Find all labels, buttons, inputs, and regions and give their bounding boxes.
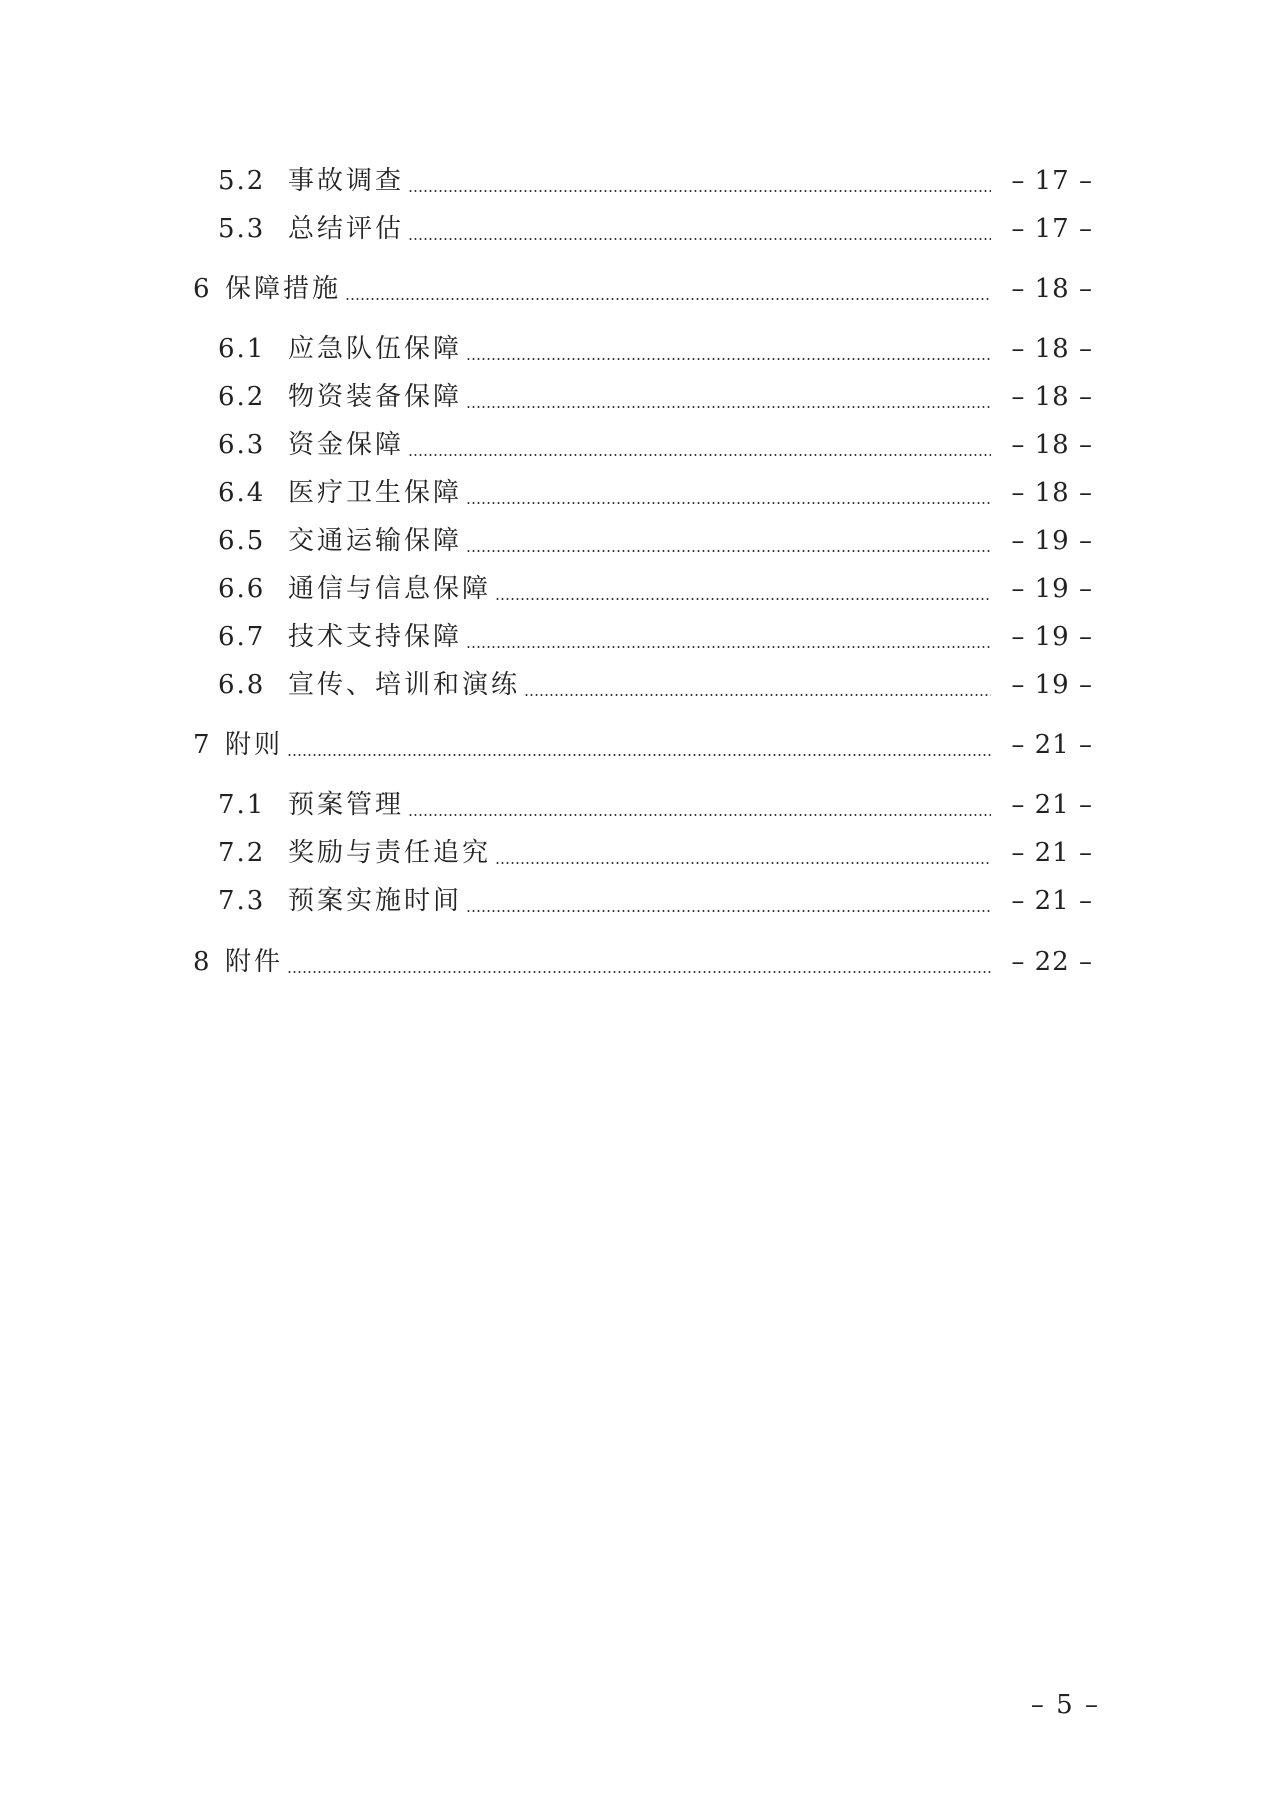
toc-entry-6-8[interactable] [218,665,1093,705]
toc-dot-leader [495,598,991,600]
toc-entry-number: 6.6 [218,574,266,604]
toc-entry-7-1[interactable] [218,785,1093,825]
toc-entry-title: 医疗卫生保障 [288,478,463,508]
toc-entry-title: 物资装备保障 [288,382,463,412]
toc-entry-title: 应急队伍保障 [288,334,463,364]
toc-entry-number: 6.8 [218,670,266,700]
toc-entry-8[interactable] [193,942,1093,982]
toc-dot-leader [466,406,991,408]
toc-entry-6-1[interactable] [218,329,1093,369]
toc-dot-leader [408,814,991,816]
toc-entry-7-2[interactable] [218,833,1093,873]
toc-dot-leader [345,298,991,300]
toc-entry-page: – 21 – [1011,838,1093,868]
toc-entry-number: 7.2 [218,838,266,868]
toc-entry-number: 6 [193,274,212,304]
toc-entry-page: – 19 – [1011,526,1093,556]
toc-dot-leader [524,694,991,696]
toc-entry-number: 6.5 [218,526,266,556]
toc-entry-title: 通信与信息保障 [288,574,492,604]
toc-entry-number: 6.3 [218,430,266,460]
toc-entry-title: 奖励与责任追究 [288,838,492,868]
toc-entry-6-7[interactable] [218,617,1093,657]
toc-entry-7[interactable] [193,725,1093,765]
toc-entry-number: 6.2 [218,382,266,412]
toc-dot-leader [287,971,991,973]
toc-entry-6-5[interactable] [218,521,1093,561]
toc-entry-number: 8 [193,947,212,977]
toc-entry-page: – 18 – [1011,334,1093,364]
toc-entry-page: – 18 – [1011,382,1093,412]
toc-entry-page: – 19 – [1011,574,1093,604]
toc-entry-7-3[interactable] [218,881,1093,921]
toc-dot-leader [466,358,991,360]
toc-entry-title: 事故调查 [288,166,405,196]
toc-entry-title: 总结评估 [288,214,405,244]
toc-entry-number: 5.2 [218,166,266,196]
toc-entry-page: – 17 – [1011,214,1093,244]
toc-entry-6-3[interactable] [218,425,1093,465]
toc-dot-leader [408,190,991,192]
toc-dot-leader [287,754,991,756]
toc-entry-6[interactable] [193,269,1093,309]
toc-entry-title: 技术支持保障 [288,622,463,652]
page-number: – 5 – [1030,1690,1100,1720]
toc-entry-number: 7 [193,730,212,760]
toc-entry-page: – 17 – [1011,166,1093,196]
toc-dot-leader [466,502,991,504]
toc-entry-title: 附件 [225,947,284,977]
toc-entry-title: 保障措施 [225,274,342,304]
toc-entry-page: – 21 – [1011,730,1093,760]
toc-entry-title: 附则 [225,730,284,760]
toc-dot-leader [466,646,991,648]
toc-dot-leader [466,910,991,912]
toc-entry-5-2[interactable] [218,161,1093,201]
toc-entry-number: 7.1 [218,790,266,820]
toc-entry-number: 5.3 [218,214,266,244]
toc-entry-page: – 18 – [1011,478,1093,508]
toc-entry-6-6[interactable] [218,569,1093,609]
toc-entry-page: – 18 – [1011,430,1093,460]
toc-entry-title: 预案管理 [288,790,405,820]
toc-entry-number: 6.1 [218,334,266,364]
toc-entry-number: 6.4 [218,478,266,508]
toc-entry-page: – 18 – [1011,274,1093,304]
toc-dot-leader [495,862,991,864]
toc-entry-page: – 21 – [1011,790,1093,820]
toc-entry-page: – 22 – [1011,947,1093,977]
toc-entry-number: 6.7 [218,622,266,652]
toc-entry-page: – 19 – [1011,670,1093,700]
toc-entry-title: 预案实施时间 [288,886,463,916]
toc-entry-6-2[interactable] [218,377,1093,417]
toc-dot-leader [466,550,991,552]
toc-entry-title: 资金保障 [288,430,405,460]
toc-dot-leader [408,238,991,240]
toc-entry-6-4[interactable] [218,473,1093,513]
toc-dot-leader [408,454,991,456]
toc-entry-number: 7.3 [218,886,266,916]
toc-entry-page: – 21 – [1011,886,1093,916]
toc-entry-page: – 19 – [1011,622,1093,652]
toc-entry-5-3[interactable] [218,209,1093,249]
toc-entry-title: 交通运输保障 [288,526,463,556]
toc-entry-title: 宣传、培训和演练 [288,670,521,700]
